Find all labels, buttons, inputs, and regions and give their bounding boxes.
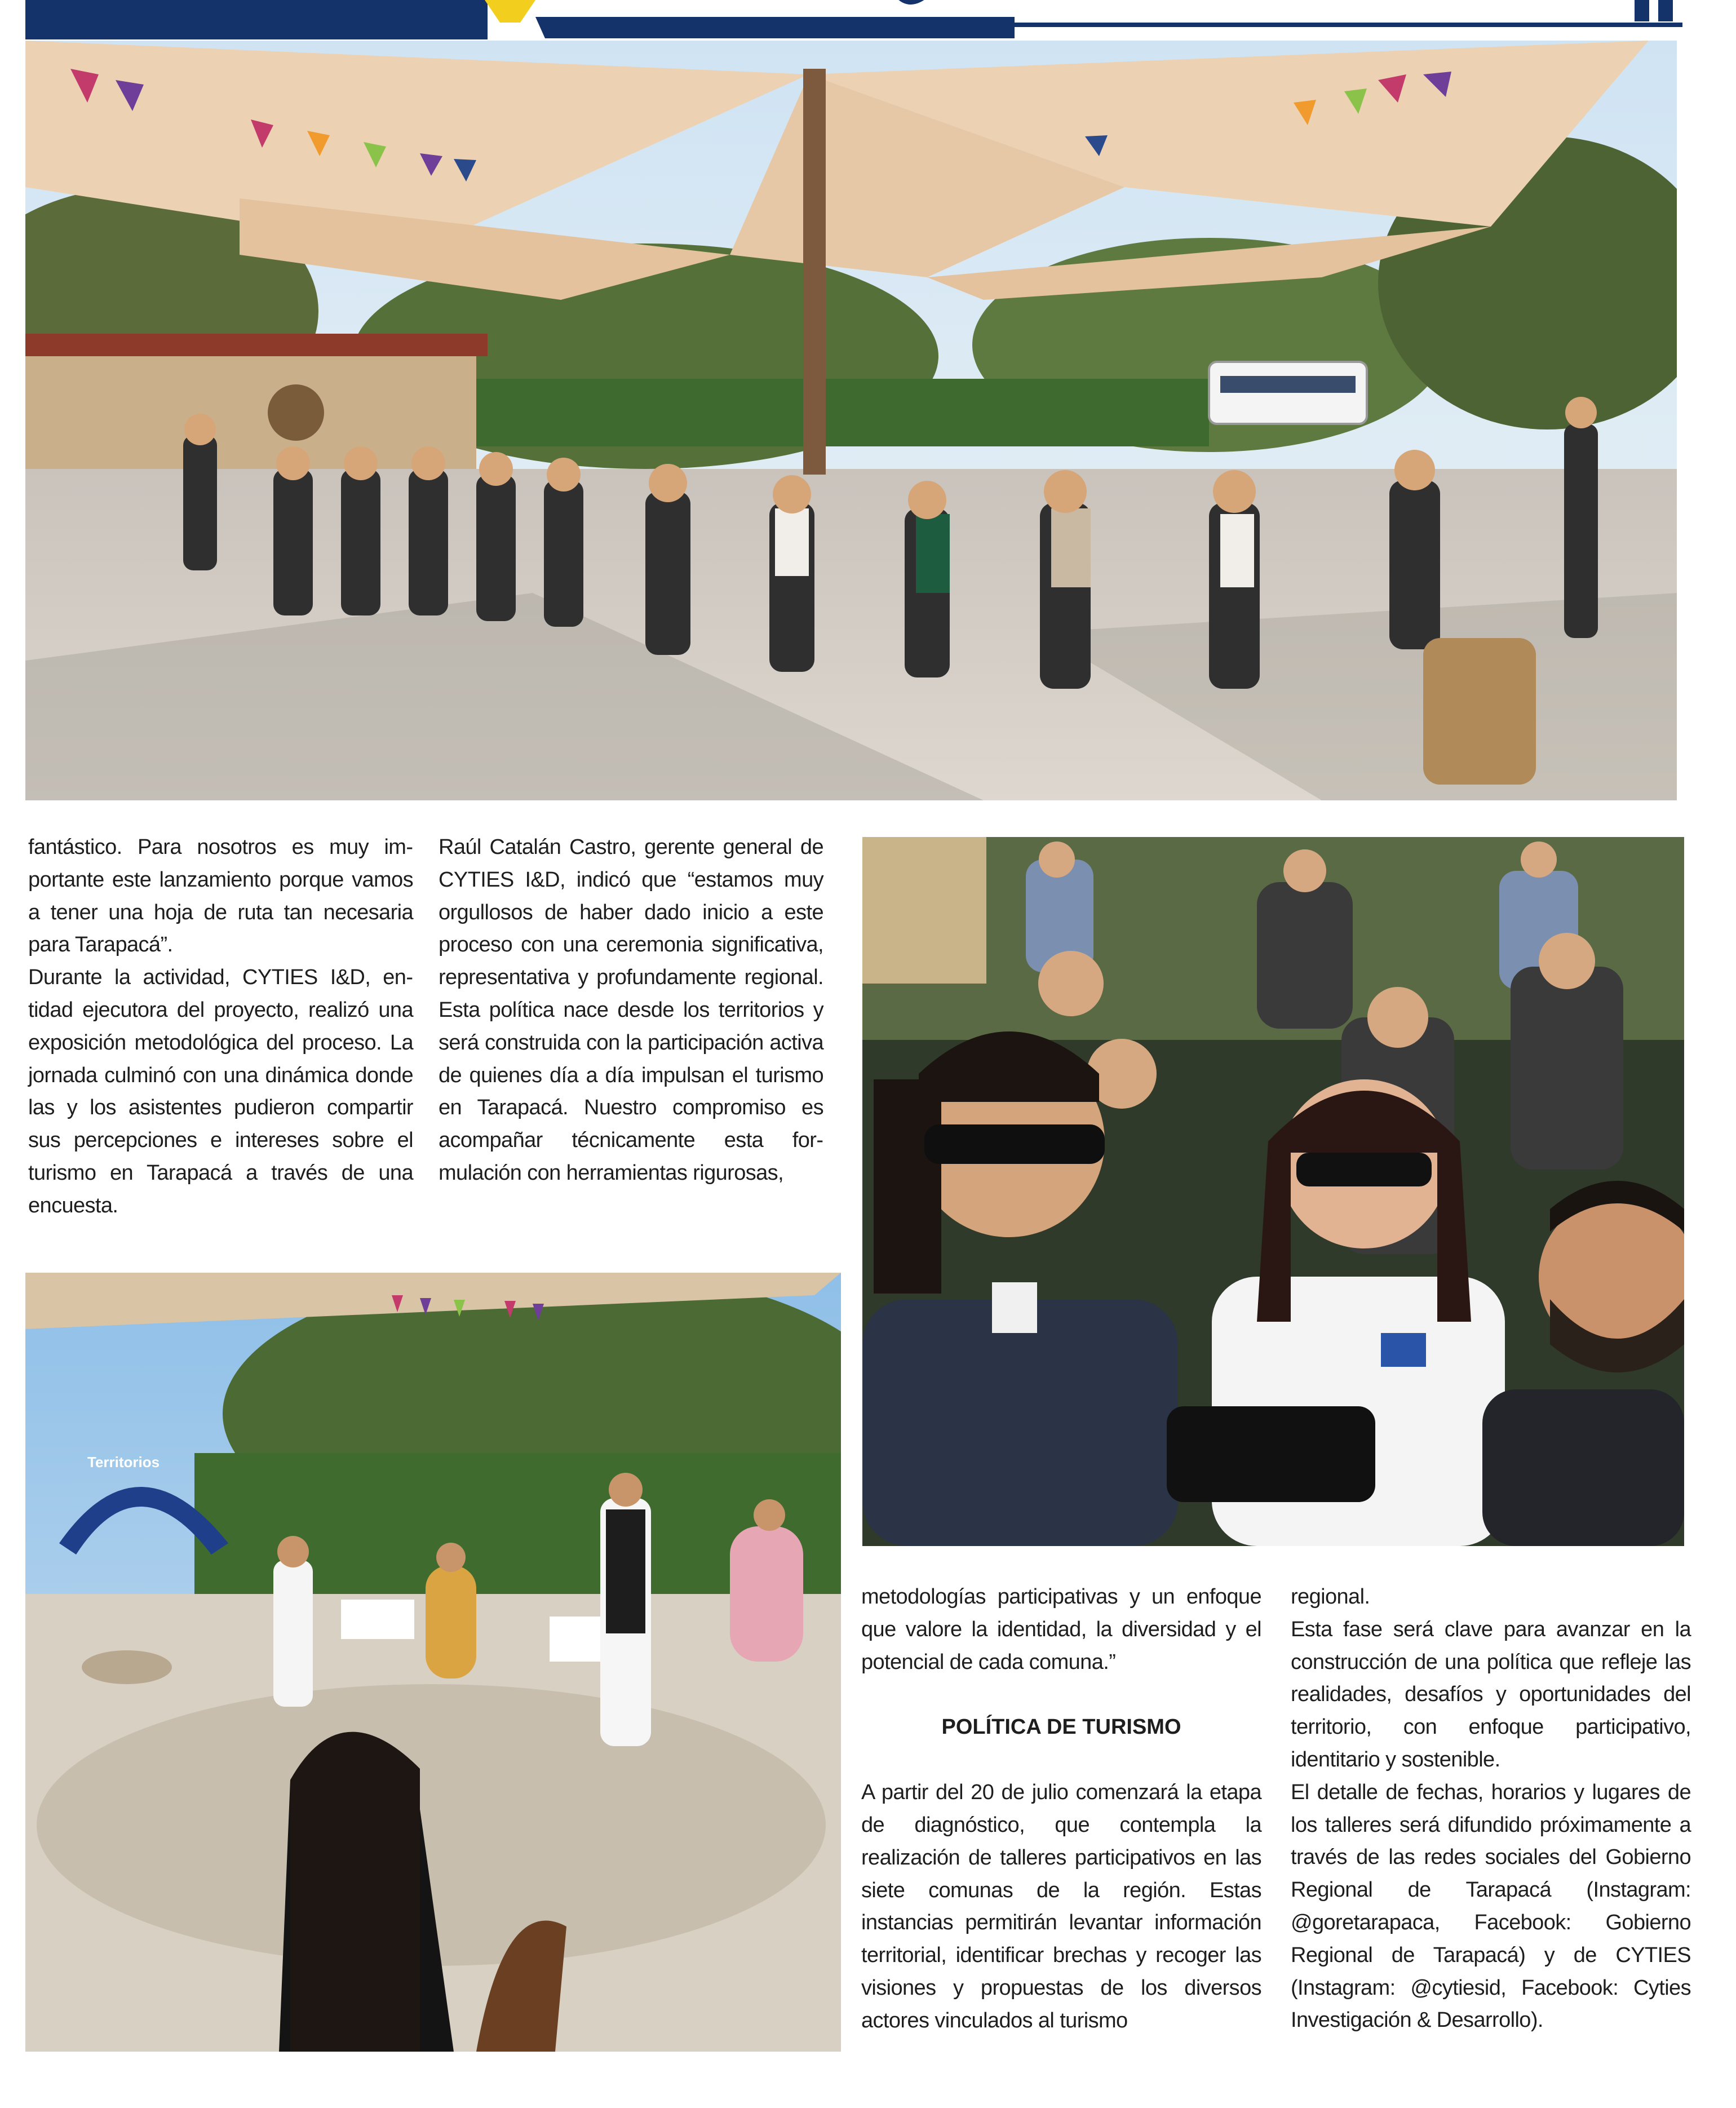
photo-audience-under-shade <box>25 41 1677 800</box>
header-stripe <box>535 17 1015 38</box>
article-column-4 <box>1291 1581 1691 2037</box>
paragraph: regional. <box>1291 1585 1370 1609</box>
photo-folk-dancers <box>25 1273 841 2052</box>
paragraph: Esta fase será clave para avanzar en la construcción de una política que refleje las realidades, desafíos y oportunidades del territorio, con enfoque participativo, identitario y sostenible. <box>1291 1617 1691 1772</box>
arch-label: Territorios <box>87 1454 160 1471</box>
paragraph: A partir del 20 de julio comenzará la etapa de diagnóstico, que contempla la realización de talleres participativos en las siete comunas de la región. Estas instancias permitirán levantar información territorial, identificar brechas y recoger las visiones y propuestas de los diversos actores vinculados al turismo <box>861 1781 1261 2032</box>
header-bar <box>25 0 488 39</box>
section-subheading: POLÍTICA DE TURISMO <box>941 1715 1181 1739</box>
header-accent <box>485 0 535 23</box>
header-title-fragment <box>879 0 981 11</box>
paragraph: metodologías participativas y un enfoque que valore la identidad, la diversidad y el potencial de cada comuna.” <box>861 1585 1261 1674</box>
header-rule <box>1009 23 1682 27</box>
article-column-1 <box>28 831 413 1223</box>
paragraph: fantástico. Para nosotros es muy importante este lanzamiento porque vamos a tener una hoja de ruta tan necesaria para Tarapacá”. <box>28 835 413 957</box>
paragraph: El detalle de fechas, horarios y lugares de los talleres será difundido próximamente a través de las redes sociales del Gobierno Regional de Tarapacá (Instagram: @goretarapaca, Facebook: Gobierno Regional de Tarapacá) y de CYTIES (Instagram: @cytiesid, Facebook: Cyties Investigación & Desarrollo). <box>1291 1780 1691 2032</box>
article-column-2 <box>439 831 823 1190</box>
header-page-mark <box>1629 0 1680 21</box>
paragraph: Raúl Catalán Castro, gerente general de CYTIES I&D, indicó que “estamos muy orgullosos de haber dado inicio a este proceso con una ceremonia significativa, representativa y profundamente regional. Esta política nace desde los territorios y será construida con la participación activa de quienes día a día impulsan el turismo en Tarapacá. Nuestro compromiso es acompañar técnicamente esta formulación con herramientas rigurosas, <box>439 835 823 1185</box>
article-column-3 <box>861 1581 1261 2038</box>
photo-seated-officials <box>862 837 1684 1546</box>
paragraph: Durante la actividad, CYTIES I&D, entidad ejecutora del proyecto, realizó una exposición metodológica del proceso. La jornada culminó con una dinámica donde las y los asistentes pudieron compartir sus percepciones e intereses sobre el turismo en Tarapacá a través de una encuesta. <box>28 966 413 1217</box>
